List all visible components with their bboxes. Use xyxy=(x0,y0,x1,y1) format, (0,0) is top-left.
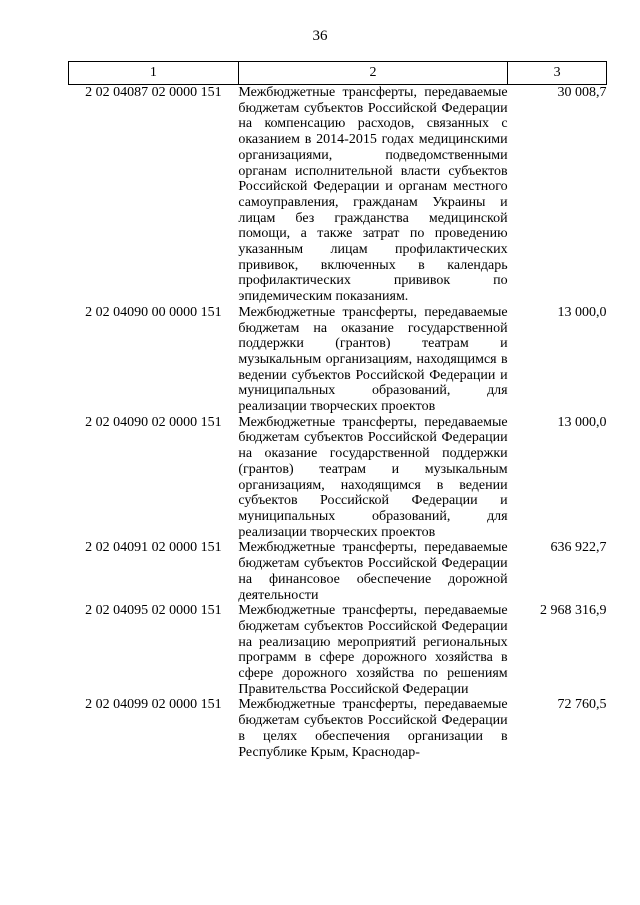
row-code: 2 02 04087 02 0000 151 xyxy=(85,85,222,100)
row-amount: 636 922,7 xyxy=(550,540,607,556)
row-description: Межбюджетные трансферты, передаваемые бюджетам на оказание государственной поддержки (грантов) театрам и музыкальным организациям, находящимся в ведении субъектов Российской Федерации и муниципальных образований, для реализации творческих проектов xyxy=(238,304,508,415)
row-code: 2 02 04099 02 0000 151 xyxy=(85,697,222,713)
table-row xyxy=(69,540,607,603)
table-row xyxy=(69,697,607,760)
table-body xyxy=(69,85,607,761)
row-description: Межбюджетные трансферты, передаваемые бюджетам субъектов Российской Федерации на реализацию мероприятий региональных программ в сфере дорожного хозяйства в сфере дорожного хозяйства по решениям Правительства Российской Федерации xyxy=(238,603,508,697)
row-code: 2 02 04090 00 0000 151 xyxy=(85,304,222,320)
row-description: Межбюджетные трансферты, передаваемые бюджетам субъектов Российской Федерации на финансовое обеспечение дорожной деятельности xyxy=(238,540,508,603)
budget-table xyxy=(68,61,607,760)
row-amount: 30 008,7 xyxy=(557,85,607,100)
table-row xyxy=(69,305,607,415)
row-description: Межбюджетные трансферты, передаваемые бюджетам субъектов Российской Федерации в целях обеспечения организации в Республике Крым, Краснодар- xyxy=(238,697,508,760)
page-number: 36 xyxy=(312,28,328,44)
row-code: 2 02 04095 02 0000 151 xyxy=(85,603,222,619)
table-row xyxy=(69,85,607,305)
row-description: Межбюджетные трансферты, передаваемые бюджетам субъектов Российской Федерации на оказание государственной поддержки (грантов) театрам и музыкальным организациям, находящимся в ведении субъектов Российской Федерации и муниципальных образований, для реализации творческих проектов xyxy=(238,414,508,540)
row-amount: 13 000,0 xyxy=(557,414,607,430)
column-header-amount: 3 xyxy=(508,62,607,85)
table-row xyxy=(69,415,607,541)
row-code: 2 02 04090 02 0000 151 xyxy=(85,414,222,430)
row-description: Межбюджетные трансферты, передаваемые бюджетам субъектов Российской Федерации на компенсацию расходов, связанных с оказанием в 2014-2015 годах медицинскими организациями, подведомственными органам исполнительной власти субъектов Российской Федерации и органам местного самоуправления, гражданам Украины и лицам без гражданства медицинской помощи, а также затрат по проведению указанным лицам профилактических прививок, включенных в календарь профилактических прививок по эпидемическим показаниям. xyxy=(238,85,508,305)
row-amount: 2 968 316,9 xyxy=(540,603,607,619)
row-amount: 72 760,5 xyxy=(557,697,607,713)
table-row xyxy=(69,603,607,697)
header-row xyxy=(69,62,607,85)
table-header xyxy=(69,62,607,85)
column-header-code: 1 xyxy=(69,62,239,85)
row-code: 2 02 04091 02 0000 151 xyxy=(85,540,222,556)
row-amount: 13 000,0 xyxy=(557,304,607,320)
column-header-description: 2 xyxy=(238,62,507,85)
